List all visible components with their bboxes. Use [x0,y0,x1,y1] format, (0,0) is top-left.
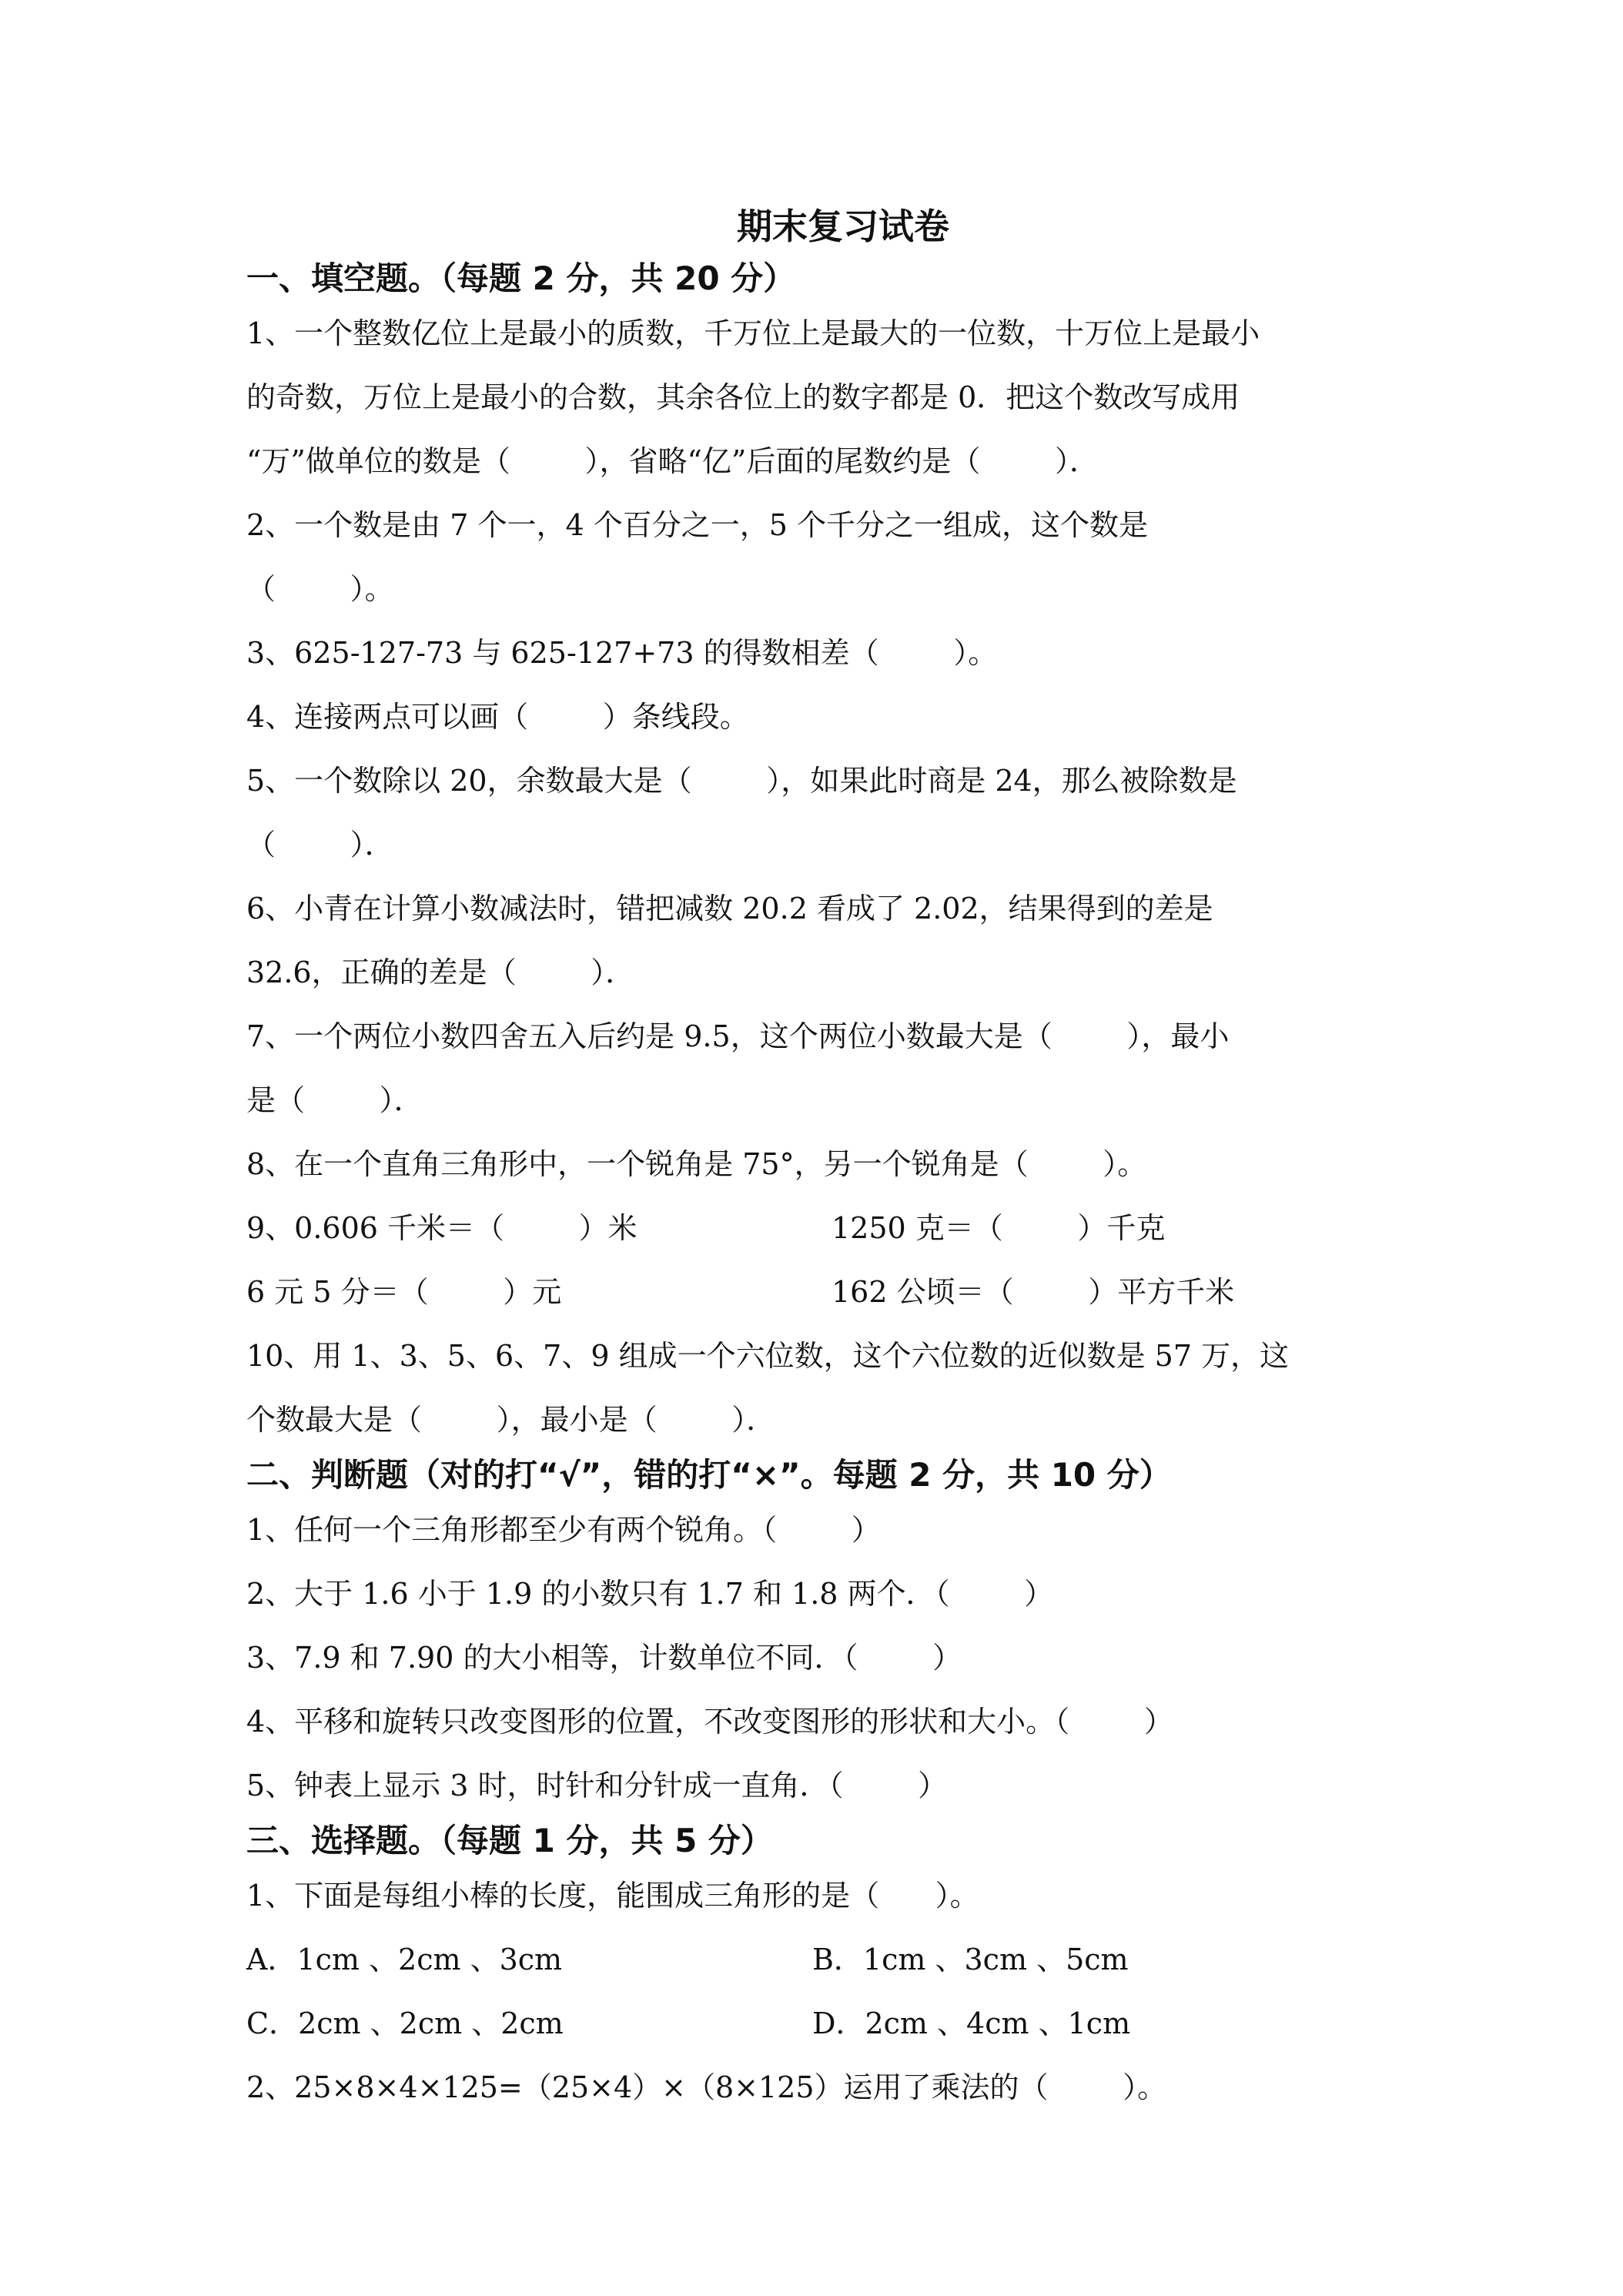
fill-q3: 3、625-127-73 与 625-127+73 的得数相差（ ）。 [246,636,998,670]
fill-q4: 4、连接两点可以画（ ）条线段。 [246,700,749,734]
section-fill-heading: 一、填空题。（每题 2 分，共 20 分） [246,259,796,297]
choice-option-d: D．2cm 、4cm 、1cm [812,2006,1131,2040]
choice-option-b: B．1cm 、3cm 、5cm [812,1943,1129,1976]
fill-q5-line2: （ ）． [246,828,394,862]
choice-q1: 1、下面是每组小棒的长度，能围成三角形的是（ ）。 [246,1879,979,1913]
judge-q1: 1、任何一个三角形都至少有两个锐角。（ ） [246,1513,881,1547]
fill-q1-line1: 1、一个整数亿位上是最小的质数，千万位上是最大的一位数，十万位上是最小 [246,316,1260,350]
judge-q5: 5、钟表上显示 3 时，时针和分针成一直角．（ ） [246,1769,948,1802]
choice-option-a: A．1cm 、2cm 、3cm [246,1943,563,1976]
fill-q1-line3: “万”做单位的数是（ ），省略“亿”后面的尾数约是（ ）． [246,444,1099,478]
fill-q5-line1: 5、一个数除以 20，余数最大是（ ），如果此时商是 24，那么被除数是 [246,764,1237,798]
fill-q9-c: 6 元 5 分＝（ ）元 [246,1275,562,1309]
fill-q2-line2: （ ）。 [246,572,394,606]
judge-q2: 2、大于 1.6 小于 1.9 的小数只有 1.7 和 1.8 两个．（ ） [246,1577,1054,1611]
fill-q8: 8、在一个直角三角形中，一个锐角是 75°，另一个锐角是（ ）。 [246,1147,1147,1181]
choice-q1-options-row1 [246,1928,1378,1992]
fill-q9-row1 [246,1197,1378,1260]
fill-q10-line2: 个数最大是（ ），最小是（ ）． [246,1403,776,1437]
judge-q3: 3、7.9 和 7.90 的大小相等，计数单位不同．（ ） [246,1641,962,1675]
judge-q4: 4、平移和旋转只改变图形的位置，不改变图形的形状和大小。（ ） [246,1705,1173,1739]
section-judge-heading: 二、判断题（对的打“√”，错的打“×”。每题 2 分，共 10 分） [246,1456,1172,1494]
fill-q7-line2: 是（ ）． [246,1083,423,1117]
fill-q10-line1: 10、用 1、3、5、6、7、9 组成一个六位数，这个六位数的近似数是 57 万，这 [246,1339,1290,1373]
choice-q1-options-row2 [246,1992,1378,2056]
choice-option-c: C．2cm 、2cm 、2cm [246,2006,564,2040]
fill-q9-a: 9、0.606 千米＝（ ）米 [246,1211,637,1245]
page-title: 期末复习试卷 [737,206,949,247]
fill-q2-line1: 2、一个数是由 7 个一，4 个百分之一，5 个千分之一组成，这个数是 [246,508,1149,542]
section-choice-heading: 三、选择题。（每题 1 分，共 5 分） [246,1822,773,1859]
choice-q2: 2、25×8×4×125=（25×4）×（8×125）运用了乘法的（ ）。 [246,2070,1167,2104]
fill-q6-line1: 6、小青在计算小数减法时，错把减数 20.2 看成了 2.02，结果得到的差是 [246,892,1213,925]
fill-q9-row2 [246,1260,1378,1324]
fill-q9-d: 162 公顷＝（ ）平方千米 [832,1275,1235,1309]
fill-q6-line2: 32.6，正确的差是（ ）． [246,956,635,989]
fill-q1-line2: 的奇数，万位上是最小的合数，其余各位上的数字都是 0．把这个数改写成用 [246,380,1240,414]
exam-paper [246,202,1378,2120]
fill-q7-line1: 7、一个两位小数四舍五入后约是 9.5，这个两位小数最大是（ ），最小 [246,1019,1230,1053]
fill-q9-b: 1250 克＝（ ）千克 [832,1211,1166,1245]
